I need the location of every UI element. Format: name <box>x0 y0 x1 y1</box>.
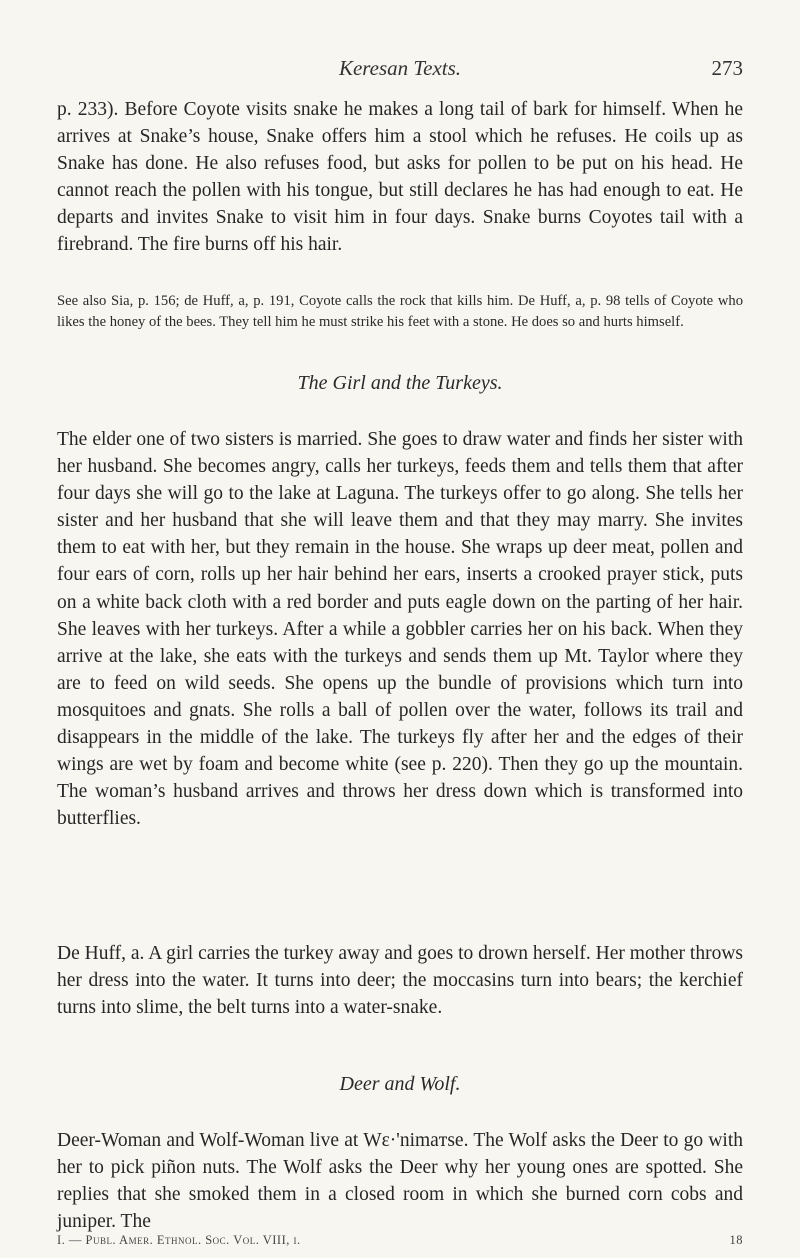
paragraph-deer-wolf: Deer-Woman and Wolf-Woman live at Wɛ·'nimaᴛse. The Wolf asks the Deer to go with her to pick piñon nuts. The Wolf asks the Deer why her young ones are spotted. She replies that she smoked them in a closed room in which she burned corn cobs and juniper. The <box>57 1130 743 1233</box>
footer-publication: I. — Publ. Amer. Ethnol. Soc. Vol. VIII, i. <box>57 1233 301 1247</box>
section-heading-girl-turkeys: The Girl and the Turkeys. <box>297 372 503 394</box>
running-head <box>57 56 743 86</box>
running-title: Keresan Texts. <box>338 56 462 80</box>
footer <box>57 1233 743 1251</box>
paragraph-girl-turkeys: The elder one of two sisters is married. She goes to draw water and finds her sister with her husband. She becomes angry, calls her turkeys, feeds them and tells them that after four days she will go to the lake at Laguna. The turkeys offer to go along. She tells her sister and her husband that she will leave them and that they may marry. She invites them to eat with her, but they remain in the house. She wraps up deer meat, pollen and four ears of corn, rolls up her hair behind her ears, inserts a crooked prayer stick, puts on a white back cloth with a red border and puts eagle down on the parting of her hair. She leaves with her turkeys. After a while a gobbler carries her on his back. When they arrive at the lake, she eats with the turkeys and sends them up Mt. Taylor where they are to feed on wild seeds. She opens up the bundle of provisions which turn into mosquitoes and gnats. She rolls a ball of pollen over the water, follows its trail and disappears in the middle of the lake. The turkeys fly after her and the edges of their wings are wet by foam and become white (see p. 220). Then they go up the mountain. The woman’s husband arrives and throws her dress down which is transformed into butterflies. <box>57 429 743 830</box>
page-number: 273 <box>711 56 743 80</box>
paragraph-de-huff: De Huff, a. A girl carries the turkey away and goes to drown herself. Her mother throws her dress into the water. It turns into deer; the moccasins turn into bears; the kerchief turns into slime, the belt turns into a water-snake. <box>57 943 743 1019</box>
section-heading-deer-wolf: Deer and Wolf. <box>339 1073 461 1095</box>
note-see-also: See also Sia, p. 156; de Huff, a, p. 191, Coyote calls the rock that kills him. De Huff, a, p. 98 tells of Coyote who likes the honey of the bees. They tell him he must strike his feet with a stone. He does so and hurts himself. <box>57 293 743 331</box>
paragraph-coyote-snake: p. 233). Before Coyote visits snake he makes a long tail of bark for himself. When he arrives at Snake’s house, Snake offers him a stool which he refuses. He coils up as Snake has done. He also refuses food, but asks for pollen to be put on his head. He cannot reach the pollen with his tongue, but still declares he has had enough to eat. He departs and invites Snake to visit him in four days. Snake burns Coyotes tail with a firebrand. The fire burns off his hair. <box>57 99 743 256</box>
footer-signature-mark: 18 <box>729 1233 743 1247</box>
